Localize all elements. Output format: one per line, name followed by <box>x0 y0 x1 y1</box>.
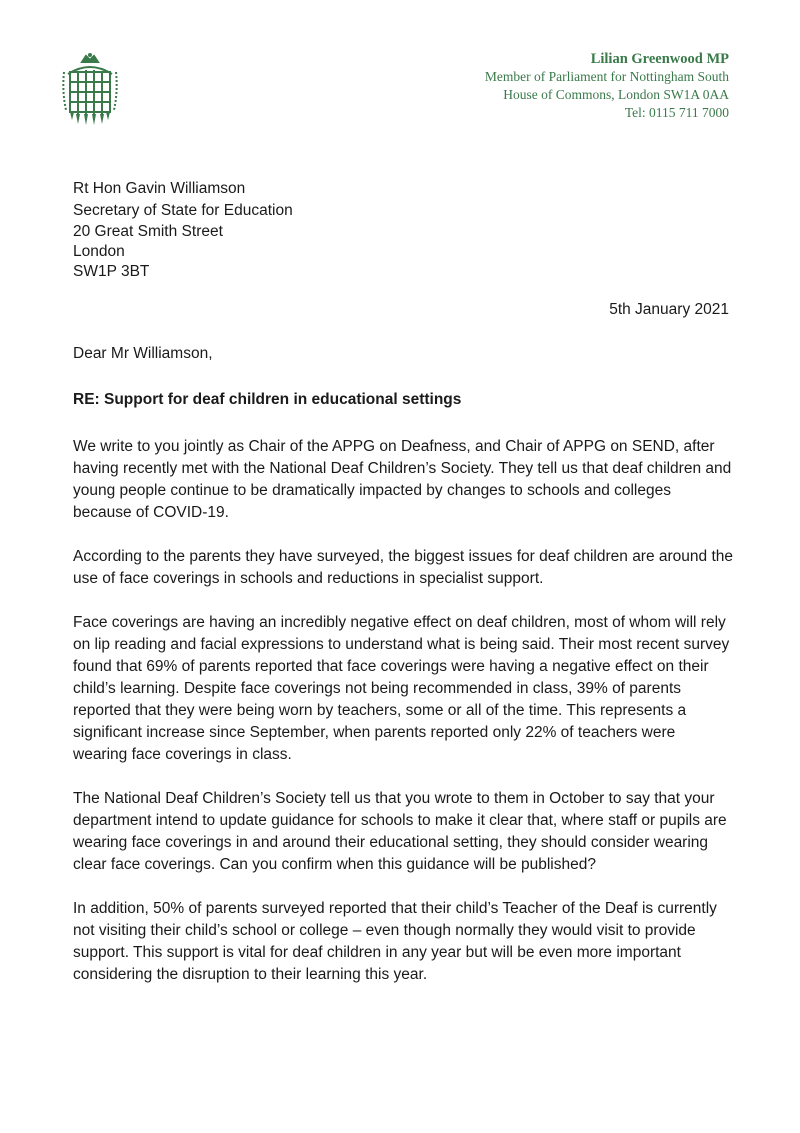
sender-block <box>485 50 729 122</box>
recipient-city: London <box>73 243 125 260</box>
portcullis-icon <box>60 52 120 126</box>
subject-line: RE: Support for deaf children in educational settings <box>73 391 462 408</box>
letter-date: 5th January 2021 <box>609 301 729 318</box>
salutation: Dear Mr Williamson, <box>73 345 213 362</box>
body-paragraph: The National Deaf Children’s Society tell us that you wrote to them in October to say that your department intend to update guidance for schools to make it clear that, where staff or pupils are wearing face coverings in and around their educational setting, they should consider wearing clear face coverings. Can you confirm when this guidance will be published? <box>73 790 727 873</box>
recipient-block <box>73 178 293 282</box>
body-paragraph: According to the parents they have surveyed, the biggest issues for deaf children are around the use of face coverings in schools and reductions in specialist support. <box>73 548 734 587</box>
sender-line: House of Commons, London SW1A 0AA <box>503 87 729 102</box>
recipient-street: 20 Great Smith Street <box>73 223 223 240</box>
body-paragraph: We write to you jointly as Chair of the APPG on Deafness, and Chair of APPG on SEND, after having recently met with the National Deaf Children’s Society. They tell us that deaf children and young people continue to be dramatically impacted by changes to schools and colleges because of COVID-19. <box>73 438 732 521</box>
sender-name: Lilian Greenwood MP <box>590 51 729 67</box>
sender-phone: Tel: 0115 711 7000 <box>624 105 729 120</box>
recipient-title: Secretary of State for Education <box>73 202 293 219</box>
body-paragraph: Face coverings are having an incredibly negative effect on deaf children, most of whom will rely on lip reading and facial expressions to understand what is being said. Their most recent survey found that 69% of parents reported that face coverings were having a negative effect on their child’s learning. Despite face coverings not being recommended in class, 39% of parents reported that they were being worn by teachers, some or all of the time. This represents a significant increase since September, when parents reported only 22% of teachers were wearing face coverings in class. <box>73 614 730 763</box>
letter-body <box>73 436 733 1008</box>
sender-line: Member of Parliament for Nottingham South <box>484 69 729 84</box>
recipient-postcode: SW1P 3BT <box>73 263 150 280</box>
body-paragraph: In addition, 50% of parents surveyed reported that their child’s Teacher of the Deaf is currently not visiting their child’s school or college – even though normally they would visit to provide support. This support is vital for deaf children in any year but will be even more important considering the disruption to their learning this year. <box>73 900 717 983</box>
recipient-name: Rt Hon Gavin Williamson <box>73 180 246 197</box>
